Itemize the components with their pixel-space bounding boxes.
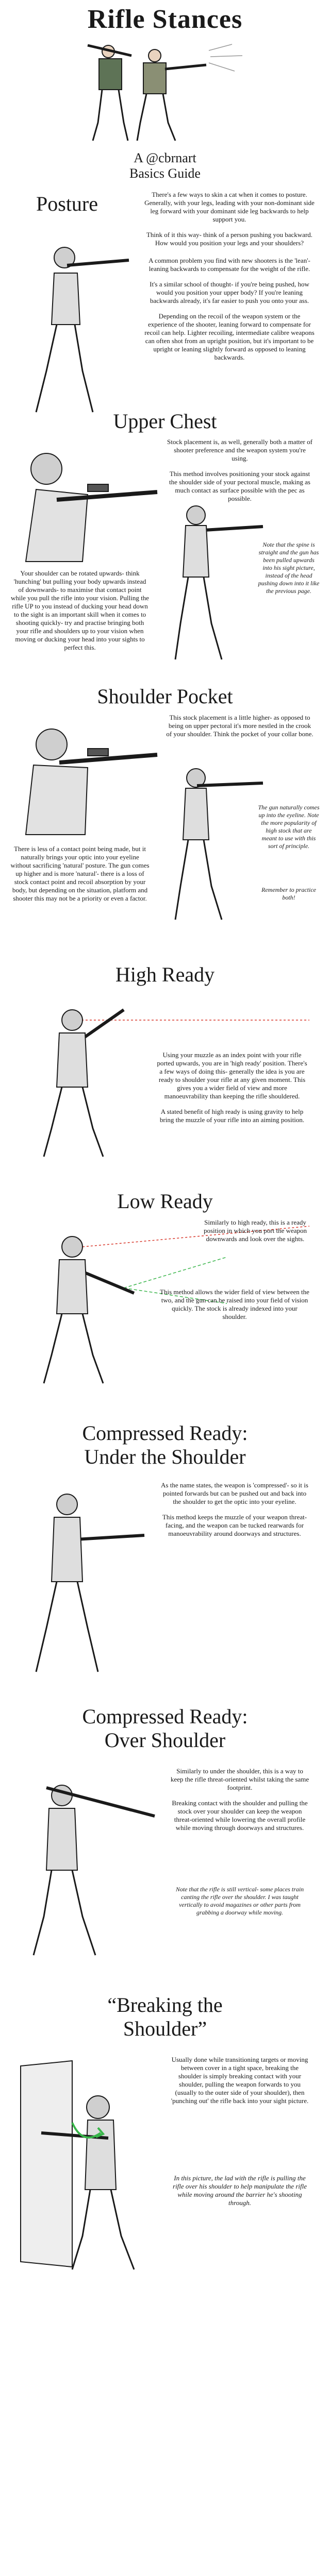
posture-p2: Think of it this way- think of a person pushing you backward. How would you position your legs and your shoulders? bbox=[146, 231, 313, 247]
hero-illustration-two-shooters bbox=[77, 40, 253, 143]
breaking-note: In this picture, the lad with the rifle is pulling the rifle over his shoulder to help manipulate the rifle while moving around the barrier he's shooting through. bbox=[173, 2174, 307, 2207]
figure-compressed-over-shooter bbox=[10, 1767, 160, 1958]
shoulder-pocket-note: The gun naturally comes up into the eyeline. Note the more popularity of high stock that are meant to use with this sort of principle. bbox=[258, 804, 320, 850]
high-ready-p1: Using your muzzle as an index point with your rifle ported upwards, you are in 'high ready' position. There's a few ways of doing this- generally the idea is you are ready to shoulder your rifle at any given moment. This gives you a wider field of view and more manoeuvrability than keeping the rifle shouldered. bbox=[157, 1051, 307, 1100]
low-ready-p2: This method allows the wider field of view between the two, and the gun can be raised into your field of vision quickly. The stock is already indexed into your shoulder. bbox=[160, 1288, 309, 1320]
figure-compressed-under-shooter bbox=[10, 1479, 155, 1674]
shoulder-pocket-p2: There is less of a contact point being made, but it naturally brings your optic into your eyeline without sacrificing 'natural' posture. The gun comes up higher and is more 'natural'- there is a loss of stock contact point and recoil absorption by your body, but depending on the situation, platform and shooter this may not be a priority or even a factor. bbox=[10, 845, 150, 902]
compressed-under-p1: As the name states, the weapon is 'compressed'- so it is pointed forwards but can be pushed out and back into the shoulder to get the optic into your eyeline. bbox=[161, 1481, 308, 1505]
section-heading-compressed-under-1: Compressed Ready: bbox=[82, 1421, 248, 1445]
compressed-under-text bbox=[160, 1481, 309, 1545]
section-heading-posture: Posture bbox=[36, 192, 98, 215]
section-heading-compressed-under-2: Under the Shoulder bbox=[84, 1445, 246, 1468]
figure-shoulder-pocket-closeup bbox=[10, 714, 160, 837]
compressed-over-p2: Breaking contact with the shoulder and pulling the stock over your shoulder can keep the weapon threat-oriented while lowering the overall profile while moving through doorways and structures. bbox=[172, 1799, 308, 1832]
high-ready-text bbox=[155, 1051, 309, 1131]
compressed-over-text bbox=[170, 1767, 309, 1839]
upper-chest-note: Note that the spine is straight and the gun has been pulled upwards into his sight picture, instead of the head pushing down into it like the previous page. bbox=[258, 541, 320, 595]
shoulder-pocket-p1: This stock placement is a little higher- as opposed to being on upper pectoral it's more nestled in the crook of your shoulder. Think the pocket of your collar bone. bbox=[166, 714, 314, 738]
guide-subtitle-line1: A @cbrnart bbox=[134, 150, 196, 165]
posture-p5: Depending on the recoil of the weapon system or the experience of the shooter, leaning forward to compensate for recoil can help. Lighter recoiling, intermediate calibre weapons can often shot from an upright position, but it's important to be upright or leaning slightly forward as opposed to leaning backwards. bbox=[144, 312, 315, 361]
upper-chest-p2: This method involves positioning your stock against the shoulder side of your pectoral muscle, making as much contact as surface possible with the pec as possible. bbox=[169, 470, 310, 502]
posture-text bbox=[144, 191, 315, 255]
section-heading-breaking-2: Shoulder” bbox=[123, 2017, 207, 2040]
breaking-p1: Usually done while transitioning targets or moving between cover in a tight space, breaking the shoulder is simply breaking contact with your shoulder, pulling the weapon forwards to you (usually to the outer side of your shoulder), then 'punching out' the rifle back into your sight picture. bbox=[171, 2056, 309, 2105]
page-title: Rifle Stances bbox=[87, 5, 243, 34]
section-heading-upper-chest: Upper Chest bbox=[113, 410, 217, 433]
posture-p3: A common problem you find with new shooters is the 'lean'- leaning backwards to compensate for the weight of the rifle. bbox=[148, 257, 310, 273]
posture-text-2 bbox=[144, 257, 315, 369]
low-ready-p1: Similarly to high ready, this is a ready position in which you port the weapon downwards and look over the sights. bbox=[203, 1218, 307, 1243]
compressed-over-note: Note that the rifle is still vertical- some places train canting the rifle over the shoulder. I was taught vertically to avoid magazines or other parts from grabbing a doorway while moving. bbox=[175, 1886, 304, 1916]
posture-p4: It's a similar school of thought- if you're being pushed, how would you position your upper body? If you're leaning backwards already, it's far easier to push you onto your ass. bbox=[150, 280, 309, 304]
figure-upper-chest-closeup bbox=[10, 438, 160, 567]
shoulder-pocket-reminder: Remember to practice both! bbox=[261, 886, 316, 901]
figure-breaking-shoulder-barrier bbox=[10, 2056, 160, 2272]
section-heading-compressed-over-1: Compressed Ready: bbox=[82, 1705, 248, 1728]
figure-upper-chest-standing bbox=[165, 495, 268, 665]
posture-p1: There's a few ways to skin a cat when it comes to posture. Generally, with your legs, leading with your non-dominant side leg forward with your dominant side leg backwards to help support you. bbox=[144, 191, 315, 223]
section-heading-shoulder-pocket: Shoulder Pocket bbox=[97, 685, 233, 708]
guide-subtitle-line2: Basics Guide bbox=[129, 166, 201, 181]
figure-posture-shooter bbox=[15, 237, 134, 417]
section-heading-compressed-over-2: Over Shoulder bbox=[104, 1728, 226, 1752]
compressed-over-p1: Similarly to under the shoulder, this is a way to keep the rifle threat-oriented whilst taking the same footprint. bbox=[170, 1767, 309, 1791]
section-heading-high-ready: High Ready bbox=[115, 963, 215, 986]
section-heading-breaking-1: “Breaking the bbox=[107, 1993, 223, 2016]
figure-shoulder-pocket-standing bbox=[165, 757, 268, 922]
compressed-under-p2: This method keeps the muzzle of your weapon threat-facing, and the weapon can be tucked rearwards for manoeuvrability around doorways and structures. bbox=[162, 1513, 307, 1537]
upper-chest-p1: Stock placement is, as well, generally both a matter of shooter preference and the weapon system you're using. bbox=[167, 438, 312, 462]
section-heading-low-ready: Low Ready bbox=[117, 1190, 213, 1213]
high-ready-p2: A stated benefit of high ready is using gravity to help bring the muzzle of your rifle into an aiming position. bbox=[159, 1108, 305, 1124]
upper-chest-p3: Your shoulder can be rotated upwards- think 'hunching' but pulling your body upwards instead of downwards- to maximise that contact point while you pull the rifle into your vision. Pulling the rifle UP to you instead of ducking your head down to the sight is an important skill when it comes to shooting quickly- try and practise bringing both your rifle and shoulders up to your vision when moving or ducking your head into your sights to perfect this. bbox=[11, 569, 149, 651]
